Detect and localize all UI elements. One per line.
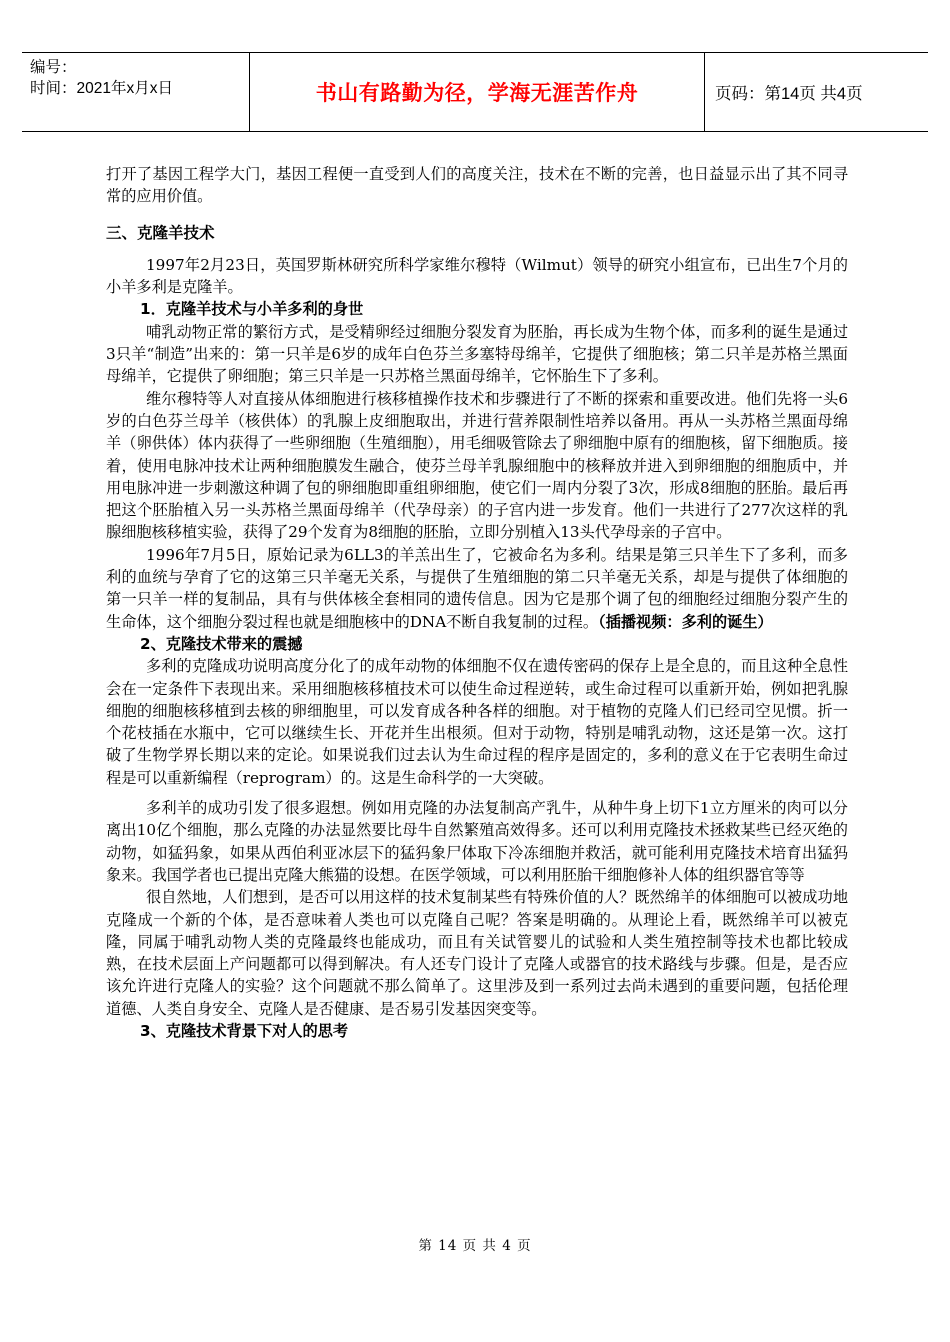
- paragraph-intro: 打开了基因工程学大门，基因工程便一直受到人们的高度关注，技术在不断的完善，也日益显示出了其不同寻常的应用价值。: [106, 165, 848, 206]
- header-page-info: 页码：第14页 共4页: [715, 85, 863, 103]
- header-motto: 书山有路勤为径，学海无涯苦作舟: [250, 53, 705, 131]
- paragraph-cloning-ideas: 多利羊的成功引发了很多遐想。例如用克隆的办法复制高产乳牛，从种牛身上切下1立方厘米的肉可以分离出10亿个细胞，那么克隆的办法显然要比母牛自然繁殖高效得多。还可以利用克隆技术拯救某些已经灭绝的动物，如猛犸象，如果从西伯利亚冰层下的猛犸象尸体取下冷冻细胞并救活，就可能利用克隆技术培育出猛犸象来。我国学者也已提出克隆大熊猫的设想。在医学领域，可以利用胚胎干细胞修补人体的组织器官等等: [106, 799, 848, 884]
- paragraph-mammal-reproduction: 哺乳动物正常的繁衍方式，是受精卵经过细胞分裂发育为胚胎，再长成为生物个体，而多利的诞生是通过3只羊“制造”出来的：第一只羊是6岁的成年白色芬兰多塞特母绵羊，它提供了细胞核；第二只羊是苏格兰黑面母绵羊，它提供了卵细胞；第三只羊是一只苏格兰黑面母绵羊，它怀胎生下了多利。: [106, 322, 848, 386]
- paragraph-cloning-shock: 多利的克隆成功说明高度分化了的成年动物的体细胞不仅在遗传密码的保存上是全息的，而且这种全息性会在一定条件下表现出来。采用细胞核移植技术可以使生命过程逆转，或生命过程可以重新开始，例如把乳腺细胞的细胞核移植到去核的卵细胞里，可以发育成各种各样的细胞。对于植物的克隆人们已经司空见惯。折一个花枝插在水瓶中，它可以继续生长、开花并生出根须。但对于动物，特别是哺乳动物，这还是第一次。这打破了生物学界长期以来的定论。如果说我们过去认为生命过程的程序是固定的，多利的意义在于它表明生命过程是可以重新编程（reprogram）的。这是生命科学的一大突破。: [106, 657, 848, 787]
- page-footer: 第 14 页 共 4 页: [418, 1238, 532, 1254]
- document-number-label: 编号：: [30, 59, 77, 76]
- subsection-heading-3: 3、克隆技术背景下对人的思考: [140, 1021, 349, 1040]
- document-body: [106, 163, 848, 1042]
- document-date: 时间：2021年x月x日: [30, 80, 173, 97]
- header-meta-cell: [22, 53, 250, 131]
- subsection-heading-1: 1．克隆羊技术与小羊多利的身世: [140, 300, 364, 319]
- video-note: （插播视频：多利的诞生）: [598, 612, 773, 631]
- section-heading: 三、克隆羊技术: [106, 223, 215, 242]
- paragraph-human-cloning: 很自然地，人们想到，是否可以用这样的技术复制某些有特殊价值的人？既然绵羊的体细胞可以被成功地克隆成一个新的个体，是否意味着人类也可以克隆自己呢？答案是明确的。从理论上看，既然绵羊可以被克隆，同属于哺乳动物人类的克隆最终也能成功，而且有关试管婴儿的试验和人类生殖控制等技术也都比较成熟，在技术层面上产问题都可以得到解决。有人还专门设计了克隆人或器官的技术路线与步骤。但是，是否应该允许进行克隆人的实验？这个问题就不那么简单了。这里涉及到一系列过去尚未遇到的重要问题，包括伦理道德、人类自身安全、克隆人是否健康、是否易引发基因突变等。: [106, 888, 848, 1018]
- paragraph-announcement: 1997年2月23日，英国罗斯林研究所科学家维尔穆特（Wilmut）领导的研究小组宣布，已出生7个月的小羊多利是克隆羊。: [106, 255, 848, 297]
- paragraph-dolly-birth: [106, 544, 848, 633]
- page-header: [22, 52, 928, 132]
- dolly-birth-text: 1996年7月5日，原始记录为6LL3的羊羔出生了，它被命名为多利。结果是第三只羊生下了多利，而多利的血统与孕育了它的这第三只羊毫无关系，与提供了生殖细胞的第二只羊毫无关系，却是与提供了体细胞的第一只羊一样的复制品，具有与供体核全套相同的遗传信息。因为它是那个调了包的细胞经过细胞分裂产生的生命体，这个细胞分裂过程也就是细胞核中的DNA不断自我复制的过程。: [106, 545, 848, 631]
- subsection-heading-2: 2、克隆技术带来的震撼: [140, 634, 303, 653]
- paragraph-cloning-process: 维尔穆特等人对直接从体细胞进行核移植操作技术和步骤进行了不断的探索和重要改进。他们先将一头6岁的白色芬兰母羊（核供体）的乳腺上皮细胞取出，并进行营养限制性培养以备用。再从一头苏格兰黑面母绵羊（卵供体）体内获得了一些卵细胞（生殖细胞），用毛细吸管除去了卵细胞中原有的细胞核，留下细胞质。接着，使用电脉冲技术让两种细胞膜发生融合，使芬兰母羊乳腺细胞中的核释放并进入到卵细胞的细胞质中，并用电脉冲进一步刺激这种调了包的卵细胞即重组卵细胞，使它们一周内分裂了3次，形成8细胞的胚胎。最后再把这个胚胎植入另一头苏格兰黑面母绵羊（代孕母亲）的子宫内进一步发育。他们一共进行了277次这样的乳腺细胞核移植实验，获得了29个发育为8细胞的胚胎，立即分别植入13头代孕母亲的子宫中。: [106, 389, 848, 542]
